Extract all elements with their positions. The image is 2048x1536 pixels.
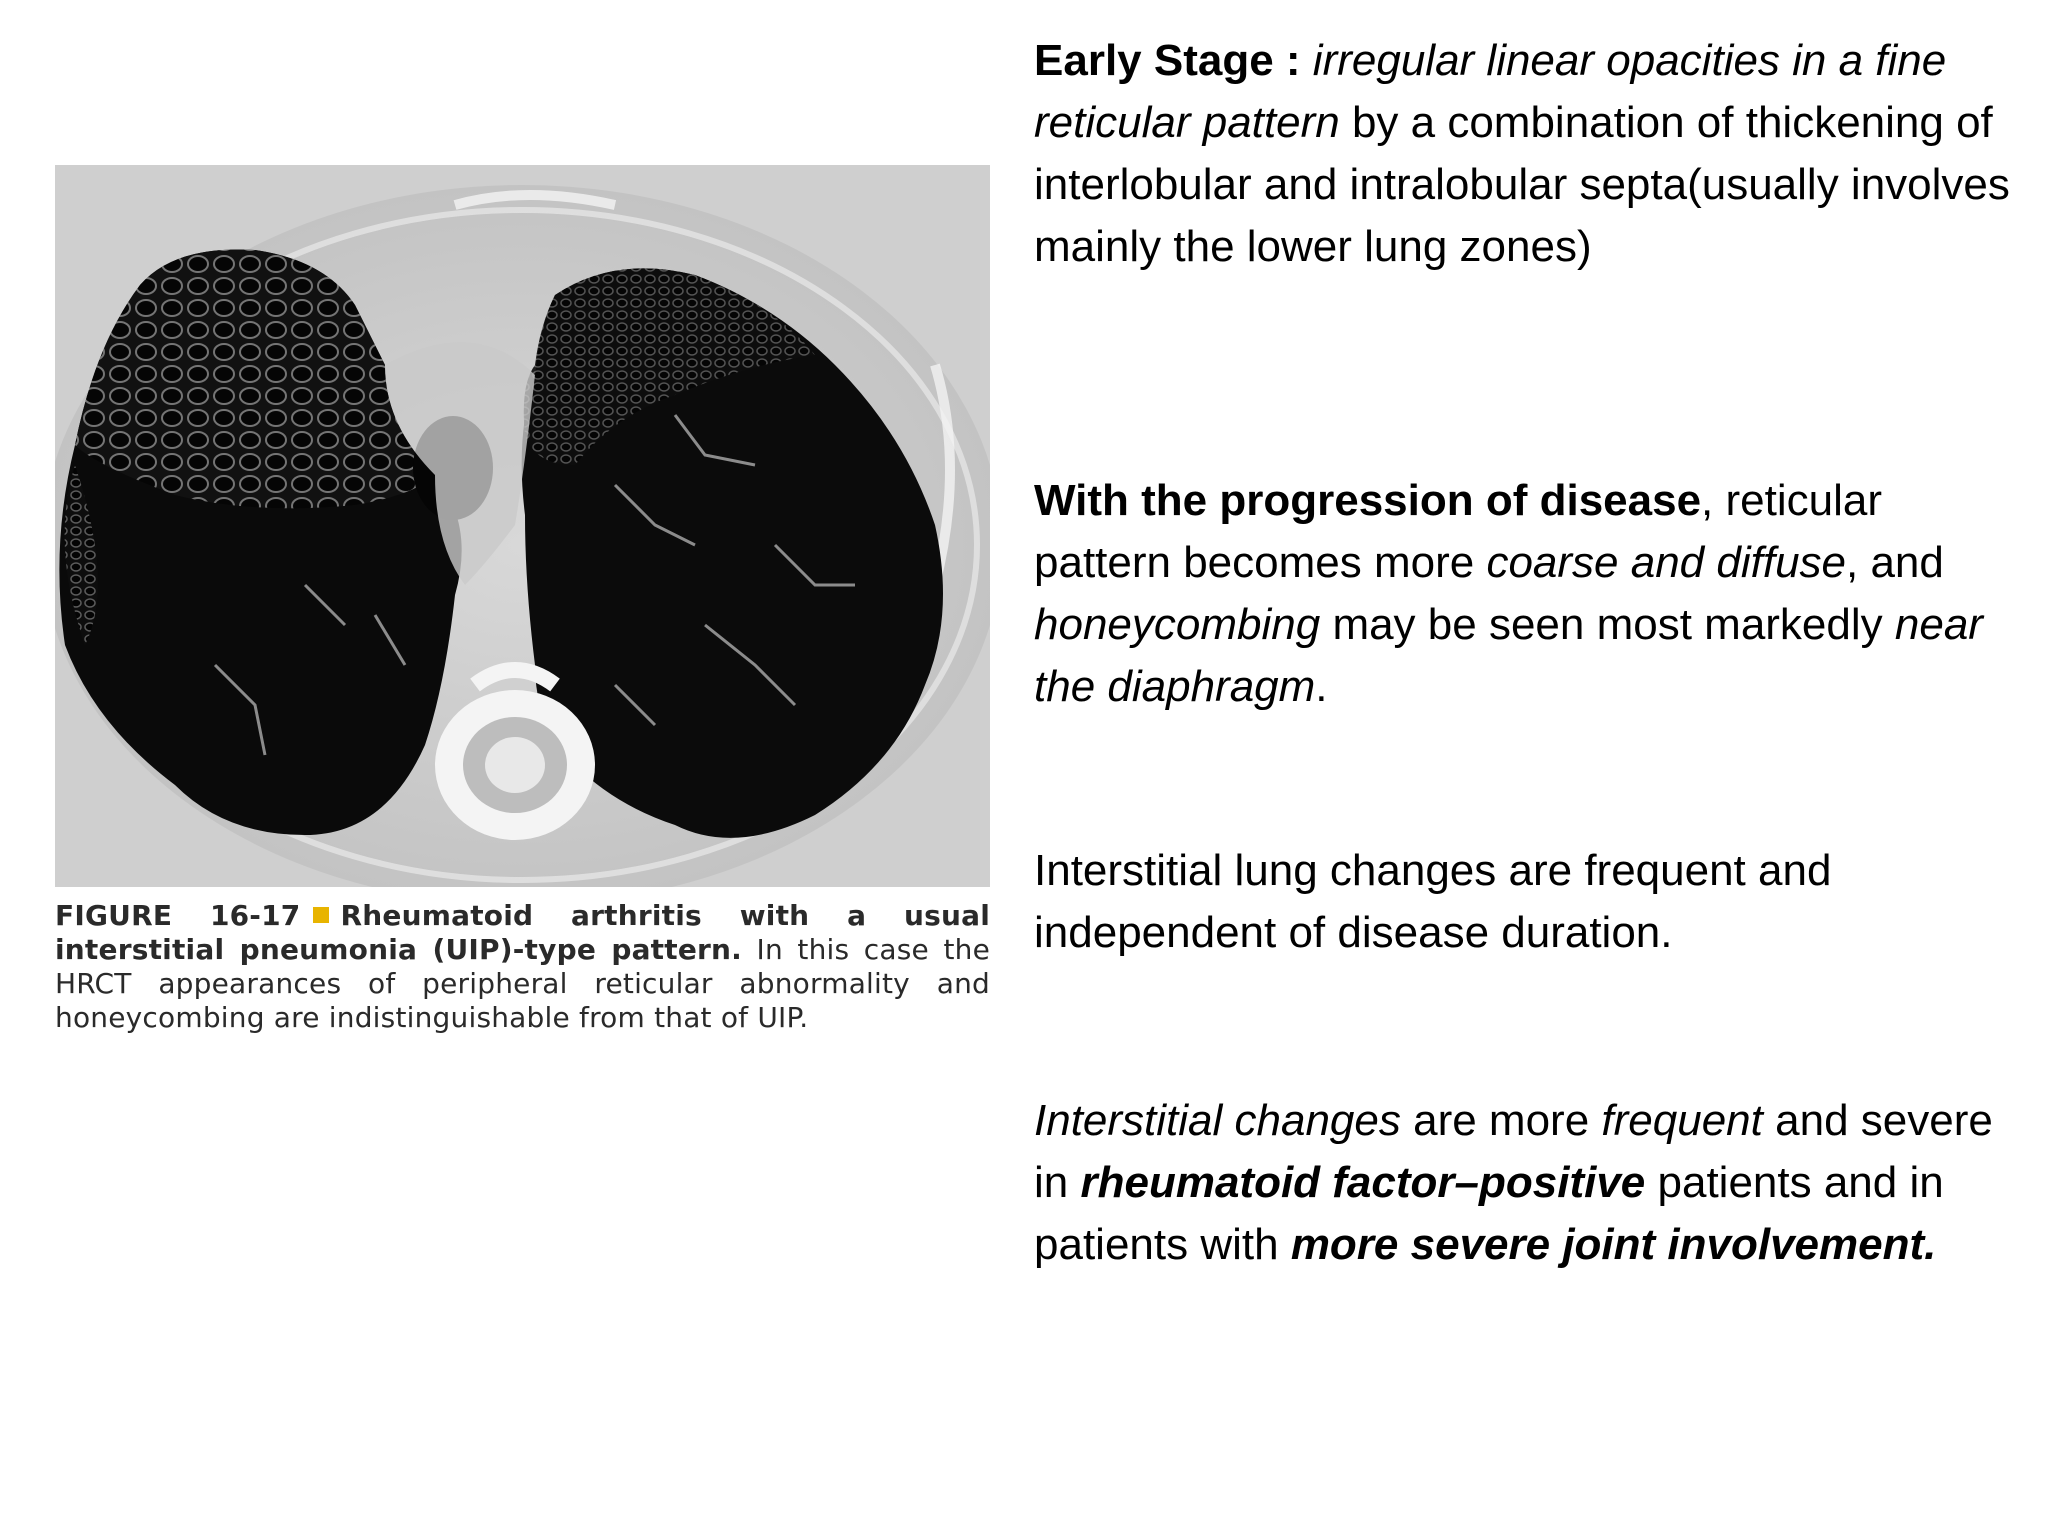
p4-bi1: rheumatoid factor–positive	[1080, 1158, 1646, 1207]
paragraph-progression	[1034, 470, 2029, 718]
caption-body: In this case the HRCT appearances of peripheral reticular abnormality and honeycombing are indistinguishable from that of UIP.	[55, 933, 990, 1034]
caption-square-icon	[313, 907, 329, 923]
p2-t3: may be seen most markedly	[1332, 600, 1883, 649]
p2-bold: With the progression of disease	[1034, 476, 1702, 525]
p4-t1: are more	[1413, 1096, 1590, 1145]
p4-t2: and severe in	[1034, 1096, 1993, 1207]
p1-rest: by a combination of thickening of interlobular and intralobular septa(usually involves mainly the lower lung zones)	[1034, 98, 2010, 271]
paragraph-early-stage	[1034, 30, 2029, 278]
figure-caption	[55, 899, 990, 1035]
p2-i2: honeycombing	[1034, 600, 1321, 649]
ct-scan-image	[55, 165, 990, 887]
p4-i1: Interstitial changes	[1034, 1096, 1401, 1145]
figure	[55, 165, 990, 1035]
paragraph-interstitial-frequency	[1034, 840, 2029, 964]
p1-bold: Early Stage :	[1034, 36, 1301, 85]
p2-t4: .	[1315, 662, 1328, 711]
caption-lead: Rheumatoid arthritis with a usual interstitial pneumonia (UIP)-type pattern.	[55, 899, 990, 966]
paragraph-rheumatoid-factor	[1034, 1090, 2029, 1276]
p4-i2: frequent	[1601, 1096, 1763, 1145]
p4-t3: patients and in patients with	[1034, 1158, 1944, 1269]
p4-bi2: more severe joint involvement.	[1290, 1220, 1937, 1269]
figure-label: FIGURE 16-17	[55, 899, 301, 932]
p2-i3: near the diaphragm	[1034, 600, 1983, 711]
p2-i1: coarse and diffuse	[1486, 538, 1847, 587]
p1-italic: irregular linear opacities in a fine reticular pattern	[1034, 36, 1947, 147]
p2-t2: , and	[1846, 538, 1944, 587]
p2-t1: , reticular pattern becomes more	[1034, 476, 1882, 587]
p3-text: Interstitial lung changes are frequent and independent of disease duration.	[1034, 846, 1832, 957]
